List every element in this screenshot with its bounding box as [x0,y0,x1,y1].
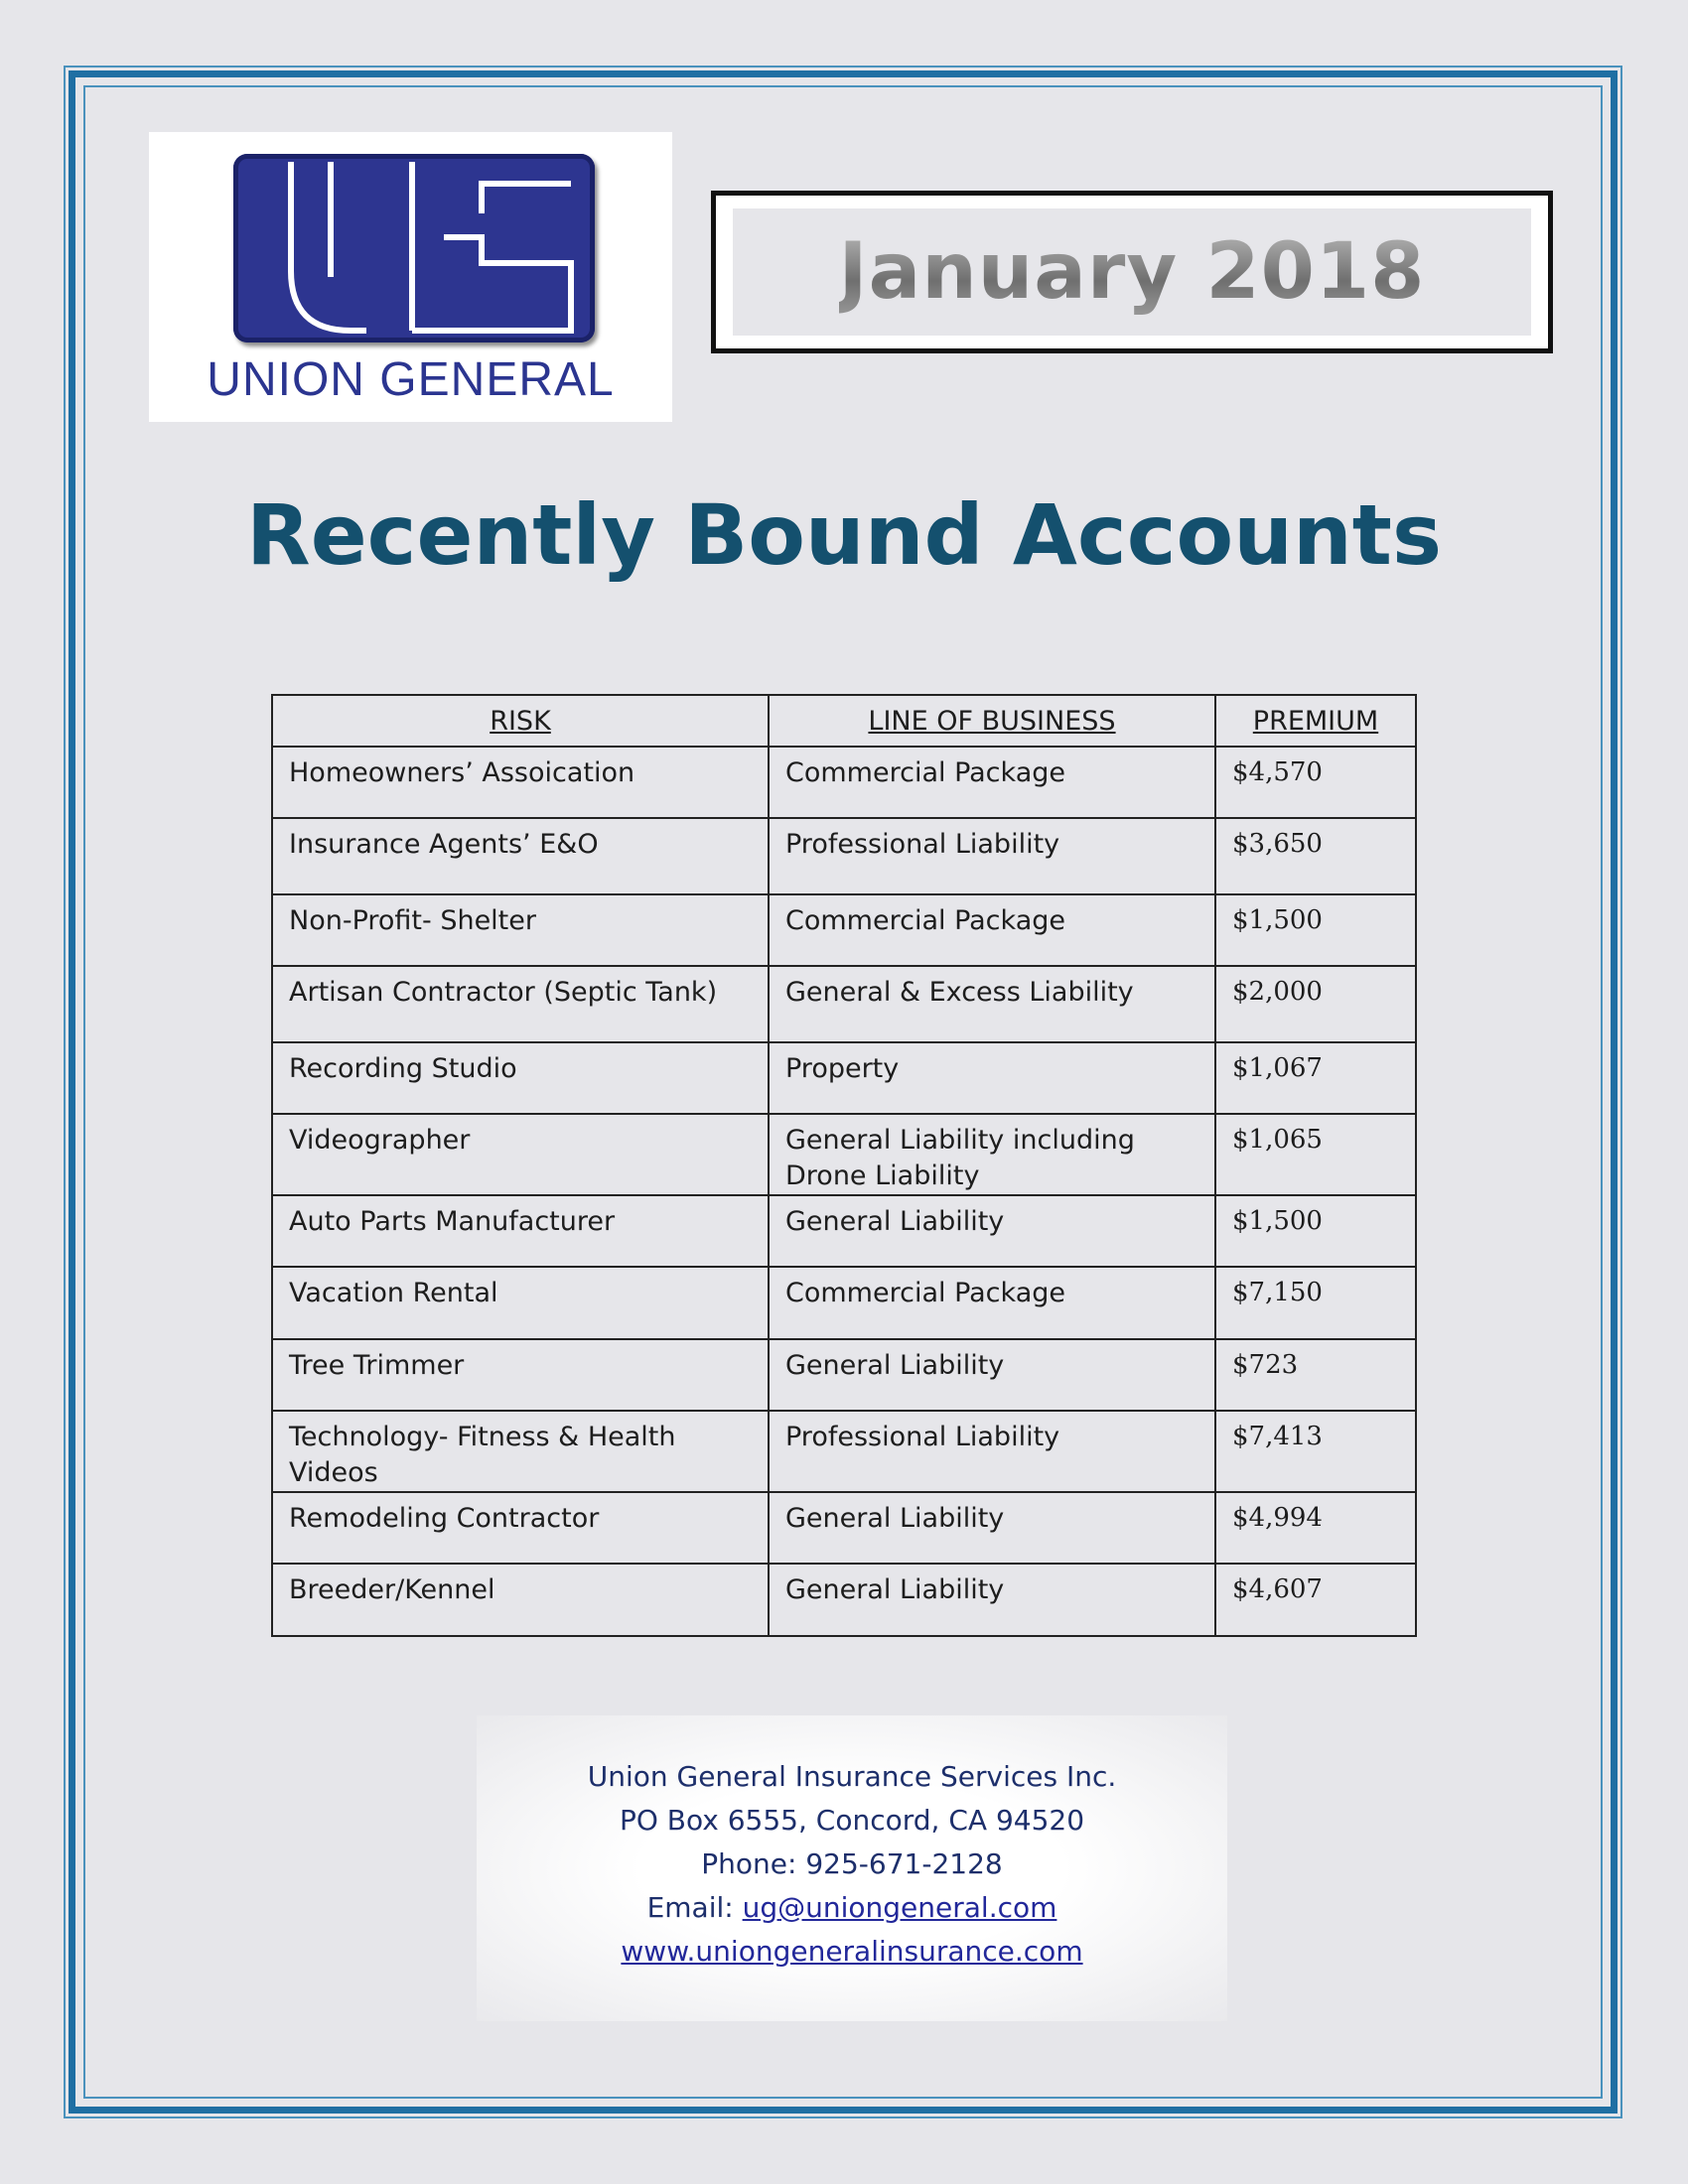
premium-cell: $1,500 [1215,894,1416,966]
table-row [272,1492,1416,1564]
date-label: January 2018 [838,227,1426,317]
line-cell: General Liability [769,1195,1215,1267]
line-cell: Property [769,1042,1215,1114]
risk-cell: Non-Profit- Shelter [272,894,769,966]
contact-website-link[interactable]: www.uniongeneralinsurance.com [621,1935,1083,1968]
table-row [272,966,1416,1042]
contact-address: PO Box 6555, Concord, CA 94520 [619,1804,1085,1837]
date-banner [711,191,1553,353]
table-row [272,1114,1416,1195]
premium-cell: $7,413 [1215,1411,1416,1492]
premium-cell: $2,000 [1215,966,1416,1042]
contact-company: Union General Insurance Services Inc. [587,1760,1117,1793]
premium-cell: $4,607 [1215,1564,1416,1636]
page-title: Recently Bound Accounts [246,486,1442,584]
line-cell: Commercial Package [769,1267,1215,1339]
premium-cell: $1,067 [1215,1042,1416,1114]
line-cell: Professional Liability [769,818,1215,894]
premium-cell: $723 [1215,1339,1416,1411]
ug-logo-mark-icon [233,154,595,342]
line-cell: General Liability [769,1339,1215,1411]
risk-cell: Insurance Agents’ E&O [272,818,769,894]
union-general-logo [149,132,672,422]
header-line-of-business: LINE OF BUSINESS [769,695,1215,747]
accounts-table [271,694,1417,1637]
risk-cell: Tree Trimmer [272,1339,769,1411]
header-risk: RISK [272,695,769,747]
ug-monogram-icon [233,154,595,342]
risk-cell: Auto Parts Manufacturer [272,1195,769,1267]
date-banner-inner [733,208,1531,336]
table-row [272,1411,1416,1492]
line-cell: Commercial Package [769,894,1215,966]
risk-cell: Artisan Contractor (Septic Tank) [272,966,769,1042]
risk-cell: Technology- Fitness & Health Videos [272,1411,769,1492]
contact-email-label: Email: [646,1891,734,1924]
table-row [272,1267,1416,1339]
table-row [272,818,1416,894]
contact-info [477,1715,1227,2021]
table-row [272,1564,1416,1636]
contact-phone: Phone: 925-671-2128 [701,1847,1003,1880]
premium-cell: $4,570 [1215,747,1416,818]
premium-cell: $4,994 [1215,1492,1416,1564]
premium-cell: $3,650 [1215,818,1416,894]
table-row [272,1339,1416,1411]
risk-cell: Homeowners’ Assoication [272,747,769,818]
table-row [272,894,1416,966]
risk-cell: Breeder/Kennel [272,1564,769,1636]
table-header-row [272,695,1416,747]
premium-cell: $1,500 [1215,1195,1416,1267]
line-cell: General Liability [769,1492,1215,1564]
contact-email-line [477,1886,1227,1930]
risk-cell: Videographer [272,1114,769,1195]
line-cell: General Liability including Drone Liability [769,1114,1215,1195]
risk-cell: Recording Studio [272,1042,769,1114]
premium-cell: $7,150 [1215,1267,1416,1339]
risk-cell: Vacation Rental [272,1267,769,1339]
line-cell: General & Excess Liability [769,966,1215,1042]
header-premium: PREMIUM [1215,695,1416,747]
line-cell: General Liability [769,1564,1215,1636]
table-row [272,1042,1416,1114]
logo-company-name: UNION GENERAL [207,353,615,406]
premium-cell: $1,065 [1215,1114,1416,1195]
contact-email-link[interactable]: ug@uniongeneral.com [742,1891,1057,1924]
table-row [272,747,1416,818]
table-row [272,1195,1416,1267]
risk-cell: Remodeling Contractor [272,1492,769,1564]
line-cell: Commercial Package [769,747,1215,818]
line-cell: Professional Liability [769,1411,1215,1492]
